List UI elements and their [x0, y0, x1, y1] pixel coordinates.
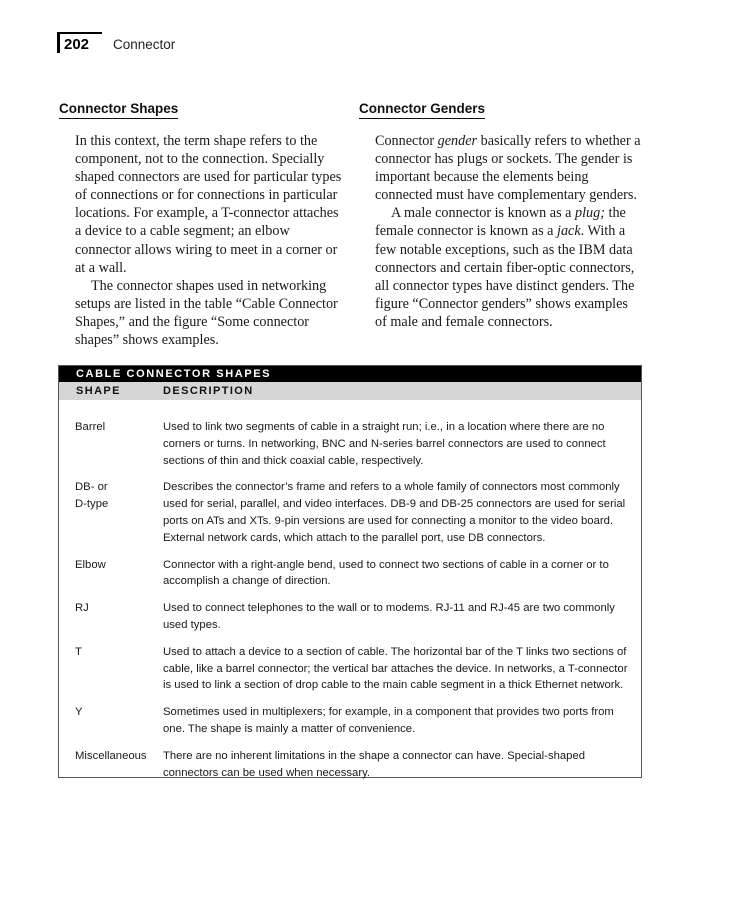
right-column-body	[375, 132, 643, 331]
row-description: Connector with a right-angle bend, used to connect two sections of cable in a corner or to accomplish a change of direction.	[163, 558, 609, 588]
header-rule-horizontal	[57, 32, 102, 34]
running-title: Connector	[113, 37, 176, 52]
paragraph	[375, 132, 643, 204]
table-title: CABLE CONNECTOR SHAPES	[59, 366, 641, 382]
page-number: 202	[64, 36, 90, 53]
text-run: basically refers to whether a connector has plugs or sockets. The gender is important because the elements being connected must have complementary genders.	[375, 133, 641, 204]
left-column	[59, 100, 349, 349]
row-description: There are no inherent limitations in the shape a connector can have. Special-shaped connectors can be used when necessary.	[163, 749, 586, 779]
row-shape: DB- or D-type	[75, 481, 109, 511]
paragraph: The connector shapes used in networking setups are listed in the table “Cable Connector Shapes,” and the figure “Some connector shapes” shows examples.	[75, 277, 338, 349]
row-description: Describes the connector’s frame and refers to a whole family of connectors most commonly used for serial, parallel, and video interfaces. DB-9 and DB-25 connectors are used for serial ports on ATs and XTs. 9-pin versions are used for connecting a monitor to the video board. External network cards, which attach to the parallel port, use DB connectors.	[163, 481, 626, 544]
table-row	[59, 644, 641, 694]
row-shape: Miscellaneous	[75, 749, 147, 762]
emphasis-text: gender	[437, 133, 478, 149]
table-header-row	[59, 382, 641, 400]
row-shape: Elbow	[75, 558, 106, 571]
table-row	[59, 419, 641, 469]
table-row	[59, 557, 641, 591]
table-row	[59, 600, 641, 634]
column-header-shape: SHAPE	[76, 385, 121, 397]
row-shape: RJ	[75, 602, 89, 615]
text-run: A male connector is known as a	[391, 205, 575, 222]
emphasis-text: jack	[557, 223, 581, 240]
row-description: Used to attach a device to a section of cable. The horizontal bar of the T links two sections of cable, like a barrel connector; the vertical bar attaches the device. In networks, a T-connector is used to link a section of drop cable to the main cable segment in a thick Ethernet network.	[163, 645, 628, 692]
paragraph	[375, 204, 643, 331]
table-row	[59, 479, 641, 546]
table-row	[59, 704, 641, 738]
text-run: . With a few notable exceptions, such as the IBM data connectors and certain fiber-optic connectors, all connector types have distinct genders. The figure “Connector genders” shows examples of male and female connectors.	[375, 223, 635, 330]
header-rule-vertical	[57, 32, 60, 53]
cable-connector-shapes-table	[58, 365, 642, 778]
text-run: Connector	[375, 133, 438, 149]
section-heading-connector-shapes: Connector Shapes	[59, 101, 178, 119]
table-row	[59, 748, 641, 782]
row-description: Used to connect telephones to the wall or to modems. RJ-11 and RJ-45 are two commonly used types.	[163, 602, 615, 631]
row-shape: Barrel	[75, 421, 106, 433]
paragraph: In this context, the term shape refers to the component, not to the connection. Specially shaped connectors are used for particular types of connections or for connections in particular locations. For example, a T-connector attaches a device to a cable segment; an elbow connector allows wiring to meet in a corner or at a wall.	[75, 133, 342, 276]
text-run: the female connector is known as a	[375, 205, 626, 240]
emphasis-text: plug;	[575, 205, 605, 222]
column-header-description: DESCRIPTION	[163, 385, 254, 397]
row-shape: T	[75, 645, 82, 658]
left-column-body	[75, 132, 343, 349]
row-description: Used to link two segments of cable in a straight run; i.e., in a location where there are no corners or turns. In networking, BNC and N-series barrel connectors are used to connect sections of thin and thick coaxial cable, respectively.	[163, 421, 606, 467]
row-description: Sometimes used in multiplexers; for example, in a component that provides two ports from one. The shape is mainly a matter of convenience.	[163, 706, 614, 735]
right-column	[359, 100, 649, 331]
row-shape: Y	[75, 706, 83, 719]
section-heading-connector-genders: Connector Genders	[359, 101, 485, 119]
